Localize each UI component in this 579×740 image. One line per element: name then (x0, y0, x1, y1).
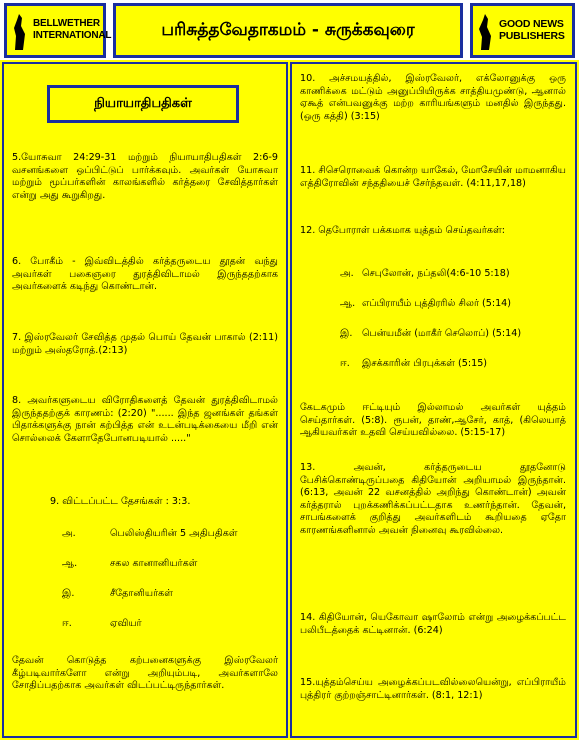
list12-item-1: செபுலோன், நப்தலி(4:6-10 5:18) (362, 268, 510, 279)
list9-item-4: ஏவியர் (110, 618, 142, 629)
list12-mark-3: இ. (340, 328, 353, 339)
list9-mark-4: ஈ. (62, 618, 72, 629)
paragraph-10: 10. அச்சமயத்தில், இஸ்ரவேலர், எக்லோனுக்கு ஒரு காணிக்கை மட்டும் அனுப்பியிருக்க சாத்தியமுண்டு, ஆனால் ஏகூத் என்பவனுக்கு மற்ற காரியங்களும் மனதில் இருந்தது. (ஒரு கத்தி) (3:15) (300, 73, 566, 122)
paragraph-7: 7. இஸ்ரவேலர் சேவித்த முதல் பொய் தேவன் பாகால் (2:11) மற்றும் அஸ்தரோத்.(2:13) (12, 332, 278, 356)
paragraph-9: 9. விட்டப்பட்ட தேசங்கள் : 3:3. (50, 496, 191, 507)
list12-item-2: எப்பிராயீம் புத்திரரில் சிலர் (5:14) (362, 298, 512, 309)
paragraph-5: 5.யோசுவா 24:29-31 மற்றும் நியாயாதிபதிகள் 2:6-9 வசனங்களை ஒப்பிட்டுப் பார்க்கவும். அவர்கள் யோசுவா மற்றும் மூப்பர்களின் காலங்களில் கர்த்தரை சேவித்தார்கள் என்று அது கூறுகிறது. (12, 152, 278, 201)
list9-mark-3: இ. (62, 588, 75, 599)
paragraph-12: 12. தெபோராள் பக்கமாக யுத்தம் செய்தவர்கள்: (300, 225, 505, 236)
right-logo-text: GOOD NEWS PUBLISHERS (499, 18, 565, 42)
sheep-figure-icon (12, 12, 28, 52)
list9-item-2: சகல கானானியர்கள் (110, 558, 198, 569)
list12-mark-4: ஈ. (340, 358, 350, 369)
list9-mark-2: ஆ. (62, 558, 78, 569)
paragraph-9-end: தேவன் கொடுத்த கற்பனைகளுக்கு இஸ்ரவேலர் கீழ்படிவார்களோ என்று அறியும்படி, அவர்களாலே சோதிப்பதற்காக அவர்கள் விடப்பட்டிருந்தார்கள். (12, 655, 278, 691)
list12-item-3: பென்யமீன் (மாகீர் செலொப்) (5:14) (362, 328, 522, 339)
paragraph-15: 15.யுத்தம்செய்ய அழைக்கப்படவில்லையென்று, எப்பிராயீம் புத்திரர் குற்றஞ்சாட்டினார்கள். (8:1, 12:1) (300, 677, 566, 701)
list12-mark-1: அ. (340, 268, 354, 279)
list9-item-1: பெலிஸ்தியரின் 5 அதிபதிகள் (110, 528, 238, 539)
list9-item-3: சீதோனியர்கள் (110, 588, 173, 599)
paragraph-12b: கேடகமும் ஈட்டியும் இல்லாமல் அவர்கள் யுத்தம் செய்தார்கள். (5:8). ரூபன், தாண்,ஆசேர், காத், (கிலெயாத் ஆகியவர்கள் உதவி செய்யவில்லை. (5:15-17) (300, 402, 566, 438)
page-title: பரிசுத்தவேதாகமம் - சுருக்கவுரை (113, 3, 463, 58)
paragraph-8: 8. அவர்களுடைய விரோதிகளைத் தேவன் துரத்திவிடாமல் இருந்ததற்குக் காரணம்: (2:20) "...... இந்த ஜனங்கள் தங்கள் பிதாக்களுக்கு நான் கற்பித்த என் உடன்படிக்கையை மீறி என் சொல்லைக் கேளாதேபோனபடியால் ....." (12, 395, 278, 444)
good-news-logo (470, 3, 575, 58)
section-title: நியாயாதிபதிகள் (47, 85, 239, 123)
list12-item-4: இசக்காரின் பிரபுக்கள் (5:15) (362, 358, 488, 369)
list9-mark-1: அ. (62, 528, 76, 539)
list12-mark-2: ஆ. (340, 298, 356, 309)
header (0, 0, 579, 60)
figure-icon (477, 12, 493, 52)
paragraph-13: 13. அவன், கர்த்தருடைய தூதனோடு பேசிக்கொண்டிருப்பதை கிதியோன் அறியாமல் இருந்தான். (6:13, அவன் 22 வசனத்தில் அறிந்து கொண்டான்) அவன் கர்த்தரால் புறக்கணிக்கப்பட்டதாக உணர்ந்தான். தேவன், சாபங்களைக் குறித்து அவர்களிடம் கூறியதை ஏதோ காரணங்களினால் அவன் நினைவு கூரவில்லை. (300, 462, 566, 536)
paragraph-11: 11. சிசெரொவைக் கொன்ற யாகேல், மோசேயின் மாமனாகிய எத்திரோவின் சந்ததியைச் சேர்ந்தவள். (4:11,17,18) (300, 165, 566, 189)
bellwether-logo (4, 3, 112, 58)
paragraph-6: 6. போகீம் - இவ்விடத்தில் கர்த்தருடைய தூதன் வந்து அவர்கள் பகைஞரை துரத்திவிடாமல் இருந்ததற்காக அவர்களைக் கடிந்து கொண்டான். (12, 256, 278, 292)
left-logo-text: BELLWETHER INTERNATIONAL (33, 18, 112, 41)
paragraph-14: 14. கிதியோன், யெகோவா ஷாலோம் என்று அழைக்கப்பட்ட பலிபீடத்தைக் கட்டினான். (6:24) (300, 612, 566, 636)
